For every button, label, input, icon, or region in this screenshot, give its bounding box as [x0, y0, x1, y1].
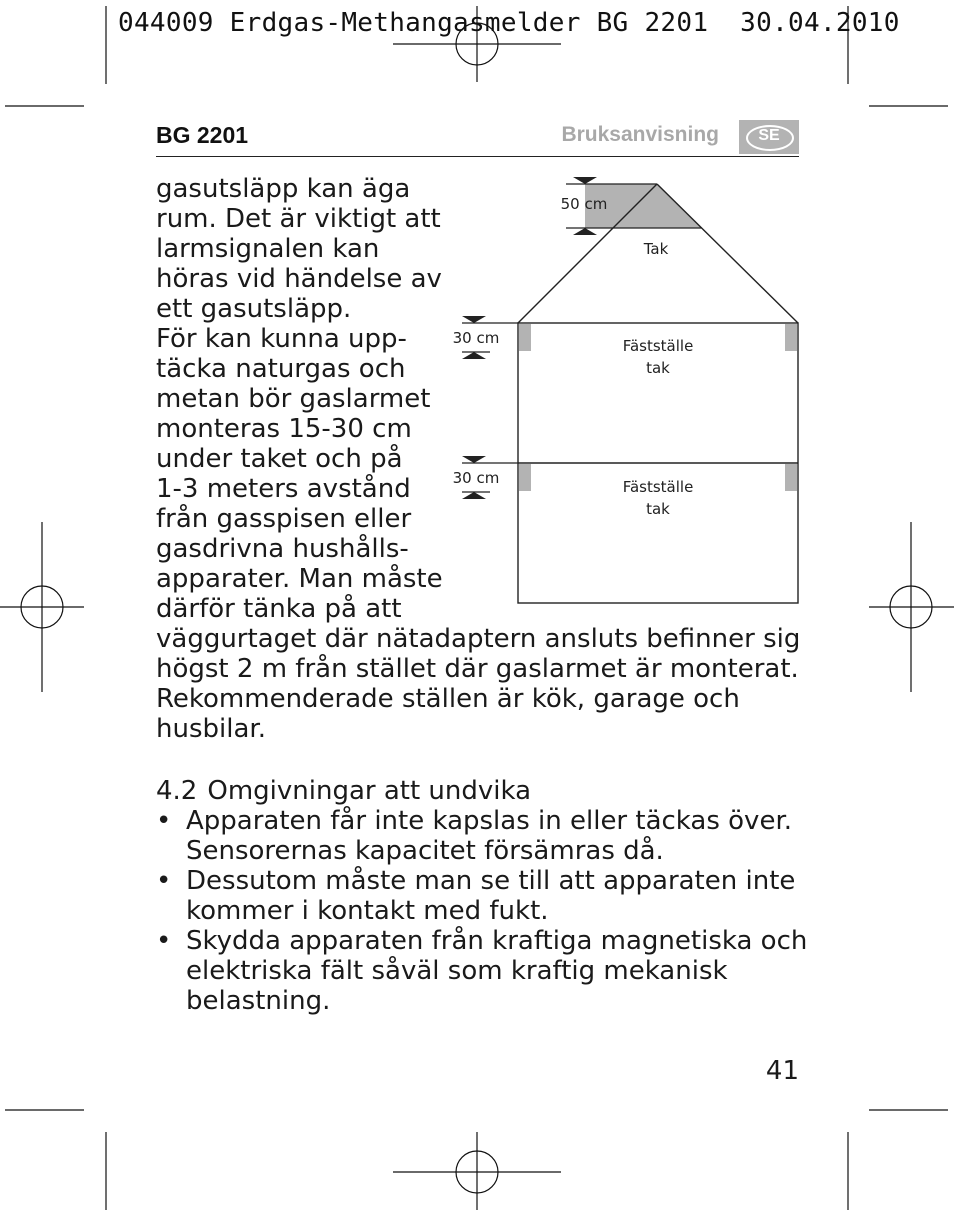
mount-marker-lower-right: [785, 464, 797, 491]
list-item-line: Dessutom måste man se till att apparaten inte: [186, 866, 796, 896]
text-line: väggurtaget där nätadaptern ansluts befinner sig: [156, 624, 801, 654]
section-title: Omgivningar att undvika: [207, 776, 532, 806]
text-line: gasutsläpp kan äga: [156, 174, 411, 204]
dim-arrow-roof-bottom: [573, 228, 597, 235]
dim-arrow-upper-bottom: [462, 352, 486, 359]
registration-target-top: [393, 6, 561, 82]
dim-arrow-lower-bottom: [462, 492, 486, 499]
roof-gap-label: 50 cm: [560, 195, 608, 213]
avoid-environments-list: [156, 806, 816, 1016]
model-label: BG 2201: [156, 122, 249, 148]
list-item-line: elektriska fält såväl som kraftig mekanisk: [186, 956, 728, 986]
dim-arrow-roof-top: [573, 177, 597, 184]
list-item: [156, 806, 816, 866]
text-line: under taket och på: [156, 444, 403, 474]
dim-arrow-upper-top: [462, 316, 486, 323]
bullet-icon: •: [156, 926, 172, 956]
intro-paragraph: [156, 174, 446, 624]
registration-target-bottom: [393, 1132, 561, 1210]
section-number: 4.2: [156, 776, 198, 806]
text-line: Rekommenderade ställen är kök, garage och: [156, 684, 740, 714]
manual-section-label: Bruksanvisning: [561, 123, 719, 146]
lower-mount-label-line2: tak: [646, 500, 670, 518]
language-badge-text: SE: [758, 127, 780, 144]
list-item-line: belastning.: [186, 986, 331, 1016]
text-line: från gasspisen eller: [156, 504, 412, 534]
bullet-icon: •: [156, 806, 172, 836]
mounting-diagram: [440, 170, 805, 610]
upper-mount-label-line1: Fästställe: [622, 337, 694, 355]
lower-mount-label-line1: Fästställe: [622, 478, 694, 496]
mount-marker-upper-right: [785, 324, 797, 351]
list-item-line: Sensorernas kapacitet försämras då.: [186, 836, 664, 866]
list-item-line: Apparaten får inte kapslas in eller täckas över.: [186, 806, 793, 836]
text-line: höras vid händelse av: [156, 264, 442, 294]
mount-marker-upper-left: [519, 324, 531, 351]
lower-gap-label: 30 cm: [452, 469, 500, 487]
list-item-line: kommer i kontakt med fukt.: [186, 896, 549, 926]
text-line: gasdrivna hushålls-: [156, 534, 409, 564]
print-slug-header: 044009 Erdgas-Methangasmelder BG 2201 30.04.2010: [118, 8, 900, 38]
section-heading: [156, 776, 541, 806]
dim-arrow-lower-top: [462, 456, 486, 463]
mount-marker-lower-left: [519, 464, 531, 491]
bullet-icon: •: [156, 866, 172, 896]
text-line: monteras 15-30 cm: [156, 414, 412, 444]
upper-mount-label-line2: tak: [646, 359, 670, 377]
upper-gap-label: 30 cm: [452, 329, 500, 347]
text-line: därför tänka på att: [156, 594, 402, 624]
text-line: För kan kunna upp-: [156, 324, 407, 354]
text-line: 1-3 meters avstånd: [156, 474, 411, 504]
text-line: högst 2 m från stället där gaslarmet är monterat.: [156, 654, 799, 684]
registration-target-left: [0, 522, 84, 692]
list-item: [156, 926, 816, 1016]
intro-paragraph-continued: [156, 624, 806, 744]
running-head: [156, 118, 799, 157]
roof-label: Tak: [643, 240, 669, 258]
text-line: larmsignalen kan: [156, 234, 380, 264]
roof-right-slope: [657, 184, 798, 323]
text-line: rum. Det är viktigt att: [156, 204, 441, 234]
text-line: metan bör gaslarmet: [156, 384, 431, 414]
language-badge: [739, 120, 799, 154]
registration-target-right: [869, 522, 954, 692]
text-line: apparater. Man måste: [156, 564, 443, 594]
page-number: 41: [765, 1056, 799, 1086]
list-item-line: Skydda apparaten från kraftiga magnetiska och: [186, 926, 808, 956]
text-line: ett gasutsläpp.: [156, 294, 352, 324]
text-line: täcka naturgas och: [156, 354, 406, 384]
list-item: [156, 866, 816, 926]
text-line: husbilar.: [156, 714, 266, 744]
